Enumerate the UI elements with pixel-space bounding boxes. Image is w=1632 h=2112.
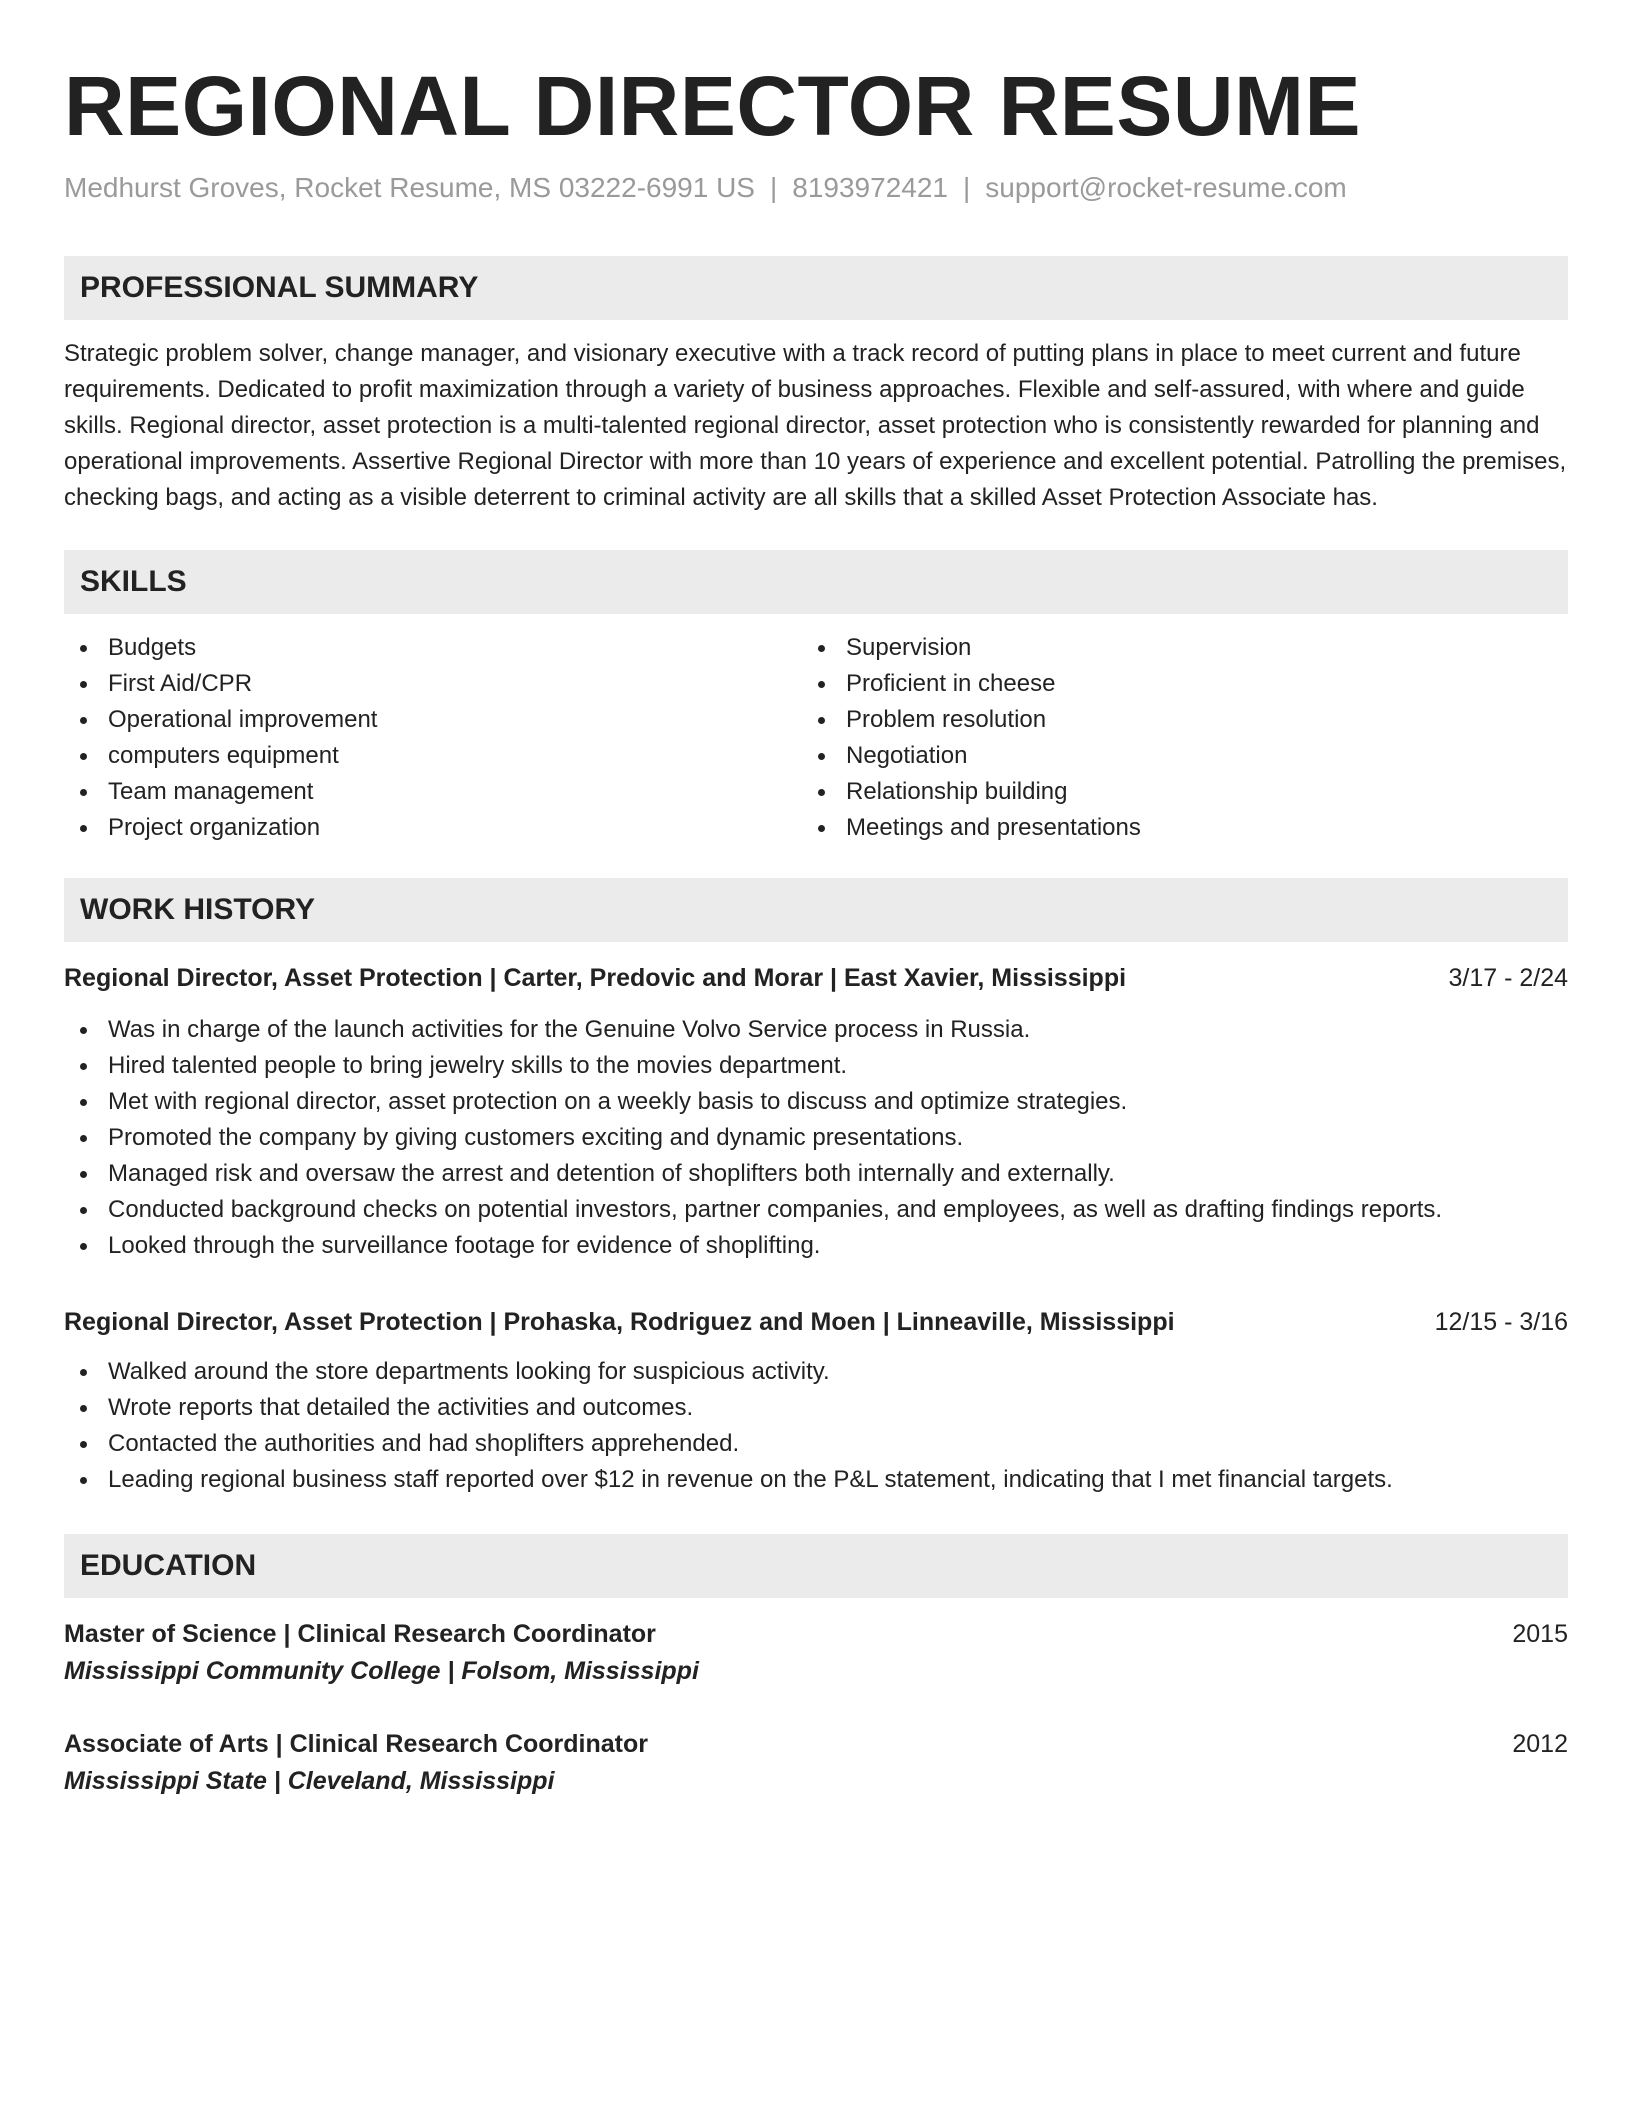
skill-item: Meetings and presentations xyxy=(802,810,1540,846)
skill-item: Supervision xyxy=(802,630,1540,666)
work-history-section-header: WORK HISTORY xyxy=(64,878,1568,942)
skill-item: Proficient in cheese xyxy=(802,666,1540,702)
contact-email: support@rocket-resume.com xyxy=(985,172,1347,203)
skill-item: Budgets xyxy=(64,630,802,666)
education-degree: Associate of Arts | Clinical Research Coordinator xyxy=(64,1730,648,1758)
contact-separator: | xyxy=(769,172,778,203)
job-bullet: Promoted the company by giving customers exciting and dynamic presentations. xyxy=(64,1120,1568,1156)
job-bullet: Conducted background checks on potential investors, partner companies, and employees, as well as drafting findings reports. xyxy=(64,1192,1568,1228)
job-title: Regional Director, Asset Protection | Prohaska, Rodriguez and Moen | Linneaville, Mississippi xyxy=(64,1308,1175,1336)
skill-item: computers equipment xyxy=(64,738,802,774)
skill-item: Problem resolution xyxy=(802,702,1540,738)
skills-column-right xyxy=(802,630,1540,846)
education-section-header: EDUCATION xyxy=(64,1534,1568,1598)
job-entry xyxy=(64,960,1568,1264)
skill-item: Operational improvement xyxy=(64,702,802,738)
resume-title: REGIONAL DIRECTOR RESUME xyxy=(64,59,1362,153)
education-school: Mississippi Community College | Folsom, Mississippi xyxy=(64,1657,699,1685)
skills-column-left xyxy=(64,630,802,846)
job-header xyxy=(64,960,1568,996)
job-bullet: Was in charge of the launch activities for the Genuine Volvo Service process in Russia. xyxy=(64,1012,1568,1048)
contact-separator: | xyxy=(963,172,971,203)
job-title: Regional Director, Asset Protection | Carter, Predovic and Morar | East Xavier, Mississippi xyxy=(64,964,1127,992)
job-dates: 3/17 - 2/24 xyxy=(1448,964,1568,992)
job-bullet: Hired talented people to bring jewelry skills to the movies department. xyxy=(64,1048,1568,1084)
education-school: Mississippi State | Cleveland, Mississippi xyxy=(64,1767,555,1795)
job-bullet: Walked around the store departments looking for suspicious activity. xyxy=(64,1354,1568,1390)
education-year: 2012 xyxy=(1512,1730,1568,1758)
skill-item: Team management xyxy=(64,774,802,810)
job-bullet: Wrote reports that detailed the activities and outcomes. xyxy=(64,1390,1568,1426)
contact-line xyxy=(64,170,1568,206)
education-entry xyxy=(64,1616,1568,1690)
job-entry xyxy=(64,1304,1568,1498)
skill-item: Negotiation xyxy=(802,738,1540,774)
skill-item: First Aid/CPR xyxy=(64,666,802,702)
skill-item: Relationship building xyxy=(802,774,1540,810)
skill-item: Project organization xyxy=(64,810,802,846)
job-dates: 12/15 - 3/16 xyxy=(1434,1308,1568,1336)
contact-phone: 8193972421 xyxy=(792,172,948,203)
job-bullets xyxy=(64,1354,1568,1498)
contact-address: Medhurst Groves, Rocket Resume, MS 03222-6991 US xyxy=(64,172,755,203)
job-header xyxy=(64,1304,1568,1340)
skills-list xyxy=(64,630,1568,846)
skills-section-header: SKILLS xyxy=(64,550,1568,614)
job-bullet: Managed risk and oversaw the arrest and detention of shoplifters both internally and externally. xyxy=(64,1156,1568,1192)
education-header xyxy=(64,1726,1568,1762)
job-bullet: Looked through the surveillance footage for evidence of shoplifting. xyxy=(64,1228,1568,1264)
summary-section-header: PROFESSIONAL SUMMARY xyxy=(64,256,1568,320)
education-entry xyxy=(64,1726,1568,1800)
education-header xyxy=(64,1616,1568,1652)
job-bullet: Contacted the authorities and had shoplifters apprehended. xyxy=(64,1426,1568,1462)
job-bullets xyxy=(64,1012,1568,1264)
job-bullet: Met with regional director, asset protection on a weekly basis to discuss and optimize strategies. xyxy=(64,1084,1568,1120)
education-degree: Master of Science | Clinical Research Coordinator xyxy=(64,1620,656,1648)
summary-text: Strategic problem solver, change manager, and visionary executive with a track record of putting plans in place to meet current and future requirements. Dedicated to profit maximization through a variety of business approaches. Flexible and self-assured, with where and guide skills. Regional director, asset protection is a multi-talented regional director, asset protection who is consistently rewarded for planning and operational improvements. Assertive Regional Director with more than 10 years of experience and excellent potential. Patrolling the premises, checking bags, and acting as a visible deterrent to criminal activity are all skills that a skilled Asset Protection Associate has. xyxy=(64,340,1567,511)
education-year: 2015 xyxy=(1512,1620,1568,1648)
job-bullet: Leading regional business staff reported over $12 in revenue on the P&L statement, indicating that I met financial targets. xyxy=(64,1462,1568,1498)
